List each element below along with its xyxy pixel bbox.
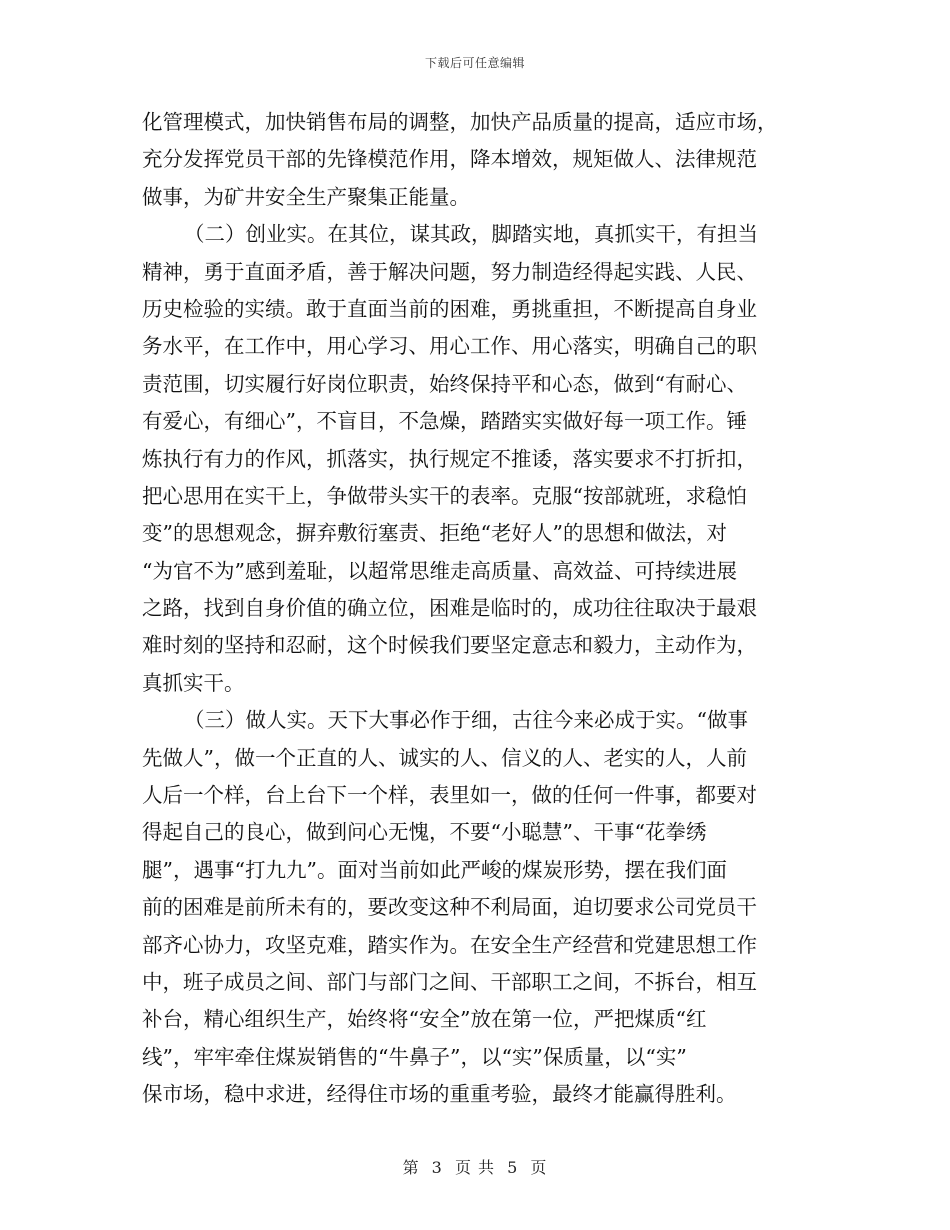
text-line: 真抓实干。	[142, 670, 245, 695]
text-line: 变”的思想观念，摒弃敷衍塞责、拒绝“老好人”的思想和做法，对	[142, 521, 727, 546]
text-line: 前的困难是前所未有的，要改变这种不利局面，迫切要求公司党员干	[142, 895, 757, 920]
text-line: 中，班子成员之间、部门与部门之间、干部职工之间，不拆台，相互	[142, 969, 757, 994]
text-line: 保市场，稳中求进，经得住市场的重重考验，最终才能赢得胜利。	[142, 1082, 737, 1107]
text-line: 充分发挥党员干部的先锋模范作用，降本增效，规矩做人、法律规范	[142, 147, 757, 172]
footer-middle: 页 共	[454, 1158, 496, 1177]
text-line: 历史检验的实绩。敢于直面当前的困难，勇挑重担，不断提高自身业	[142, 296, 757, 321]
text-line: 先做人”，做一个正直的人、诚实的人、信义的人、老实的人，人前	[142, 745, 747, 770]
text-line: 有爱心，有细心”，不盲目，不急燥，踏踏实实做好每一项工作。锤	[142, 409, 747, 434]
total-page-count: 5	[507, 1158, 519, 1177]
text-line: 务水平，在工作中，用心学习、用心工作、用心落实，明确自己的职	[142, 334, 757, 359]
text-line: 线”，牢牢牵住煤炭销售的“牛鼻子”，以“实”保质量，以“实”	[142, 1044, 687, 1069]
footer-prefix: 第	[402, 1158, 420, 1177]
text-line: 难时刻的坚持和忍耐，这个时候我们要坚定意志和毅力，主动作为，	[142, 633, 757, 658]
text-line: 得起自己的良心，做到问心无愧，不要“小聪慧”、干事“花拳绣	[142, 820, 707, 845]
text-line: 责范围，切实履行好岗位职责，始终保持平和心态，做到“有耐心、	[142, 371, 747, 396]
page-header: 下载后可任意编辑	[424, 56, 525, 70]
text-line: 做事，为矿井安全生产聚集正能量。	[142, 184, 470, 209]
text-line: “为官不为”感到羞耻，以超常思维走高质量、高效益、可持续进展	[142, 558, 737, 583]
text-line: 炼执行有力的作风，抓落实，执行规定不推诿，落实要求不打折扣，	[142, 446, 757, 471]
text-line: 部齐心协力，攻坚克难，踏实作为。在安全生产经营和党建思想工作	[142, 932, 757, 957]
text-line: 化管理模式，加快销售布局的调整，加快产品质量的提高，适应市场，	[142, 110, 778, 134]
current-page-number: 3	[431, 1158, 443, 1177]
text-line: 之路，找到自身价值的确立位，困难是临时的，成功往往取决于最艰	[142, 596, 757, 621]
text-line: 人后一个样，台上台下一个样，表里如一，做的任何一件事，都要对	[142, 783, 757, 808]
footer-suffix: 页	[530, 1158, 548, 1177]
paragraph-start-line: （三）做人实。天下大事必作于细，古往今来必成于实。“做事	[184, 708, 748, 733]
page-footer	[0, 1155, 950, 1178]
text-line: 精神，勇于直面矛盾，善于解决问题，努力制造经得起实践、人民、	[142, 259, 757, 284]
body-text	[142, 104, 802, 1114]
text-line: 把心思用在实干上，争做带头实干的表率。克服“按部就班，求稳怕	[142, 483, 747, 508]
paragraph-start-line: （二）创业实。在其位，谋其政，脚踏实地，真抓实干，有担当	[184, 222, 758, 247]
text-line: 补台，精心组织生产，始终将“安全”放在第一位，严把煤质“红	[142, 1007, 707, 1032]
text-line: 腿”，遇事“打九九”。面对当前如此严峻的煤炭形势，摆在我们面	[142, 857, 727, 882]
